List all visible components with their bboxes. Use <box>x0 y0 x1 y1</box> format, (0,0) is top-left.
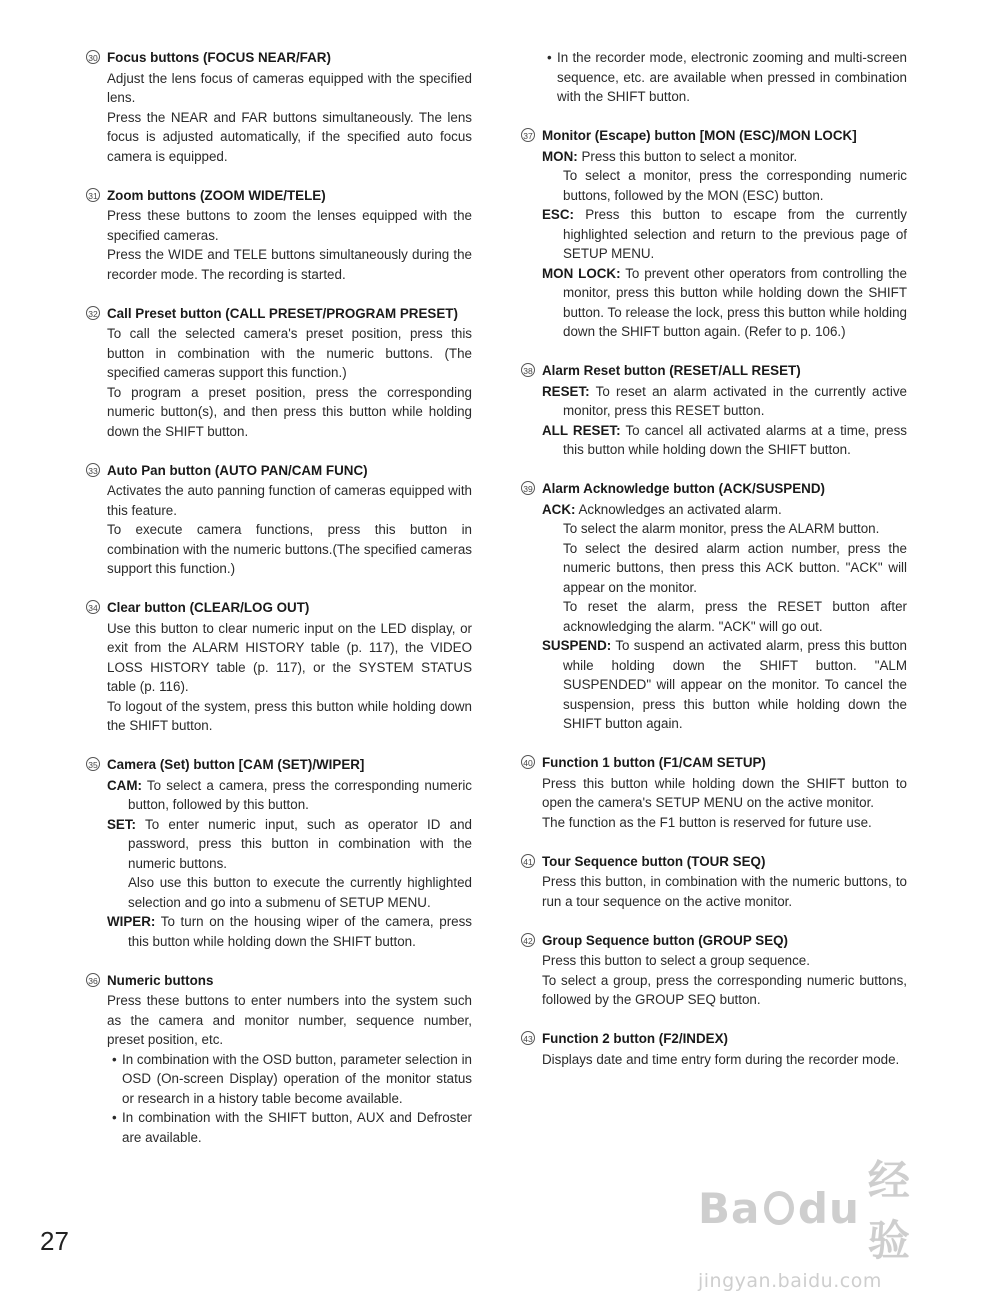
paragraph: To program a preset position, press the corresponding numeric button(s), and then press this button while holding down the SHIFT button. <box>107 384 472 439</box>
section-title: Alarm Acknowledge button (ACK/SUSPEND) <box>542 481 825 496</box>
paragraph: Adjust the lens focus of cameras equipped with the specified lens. <box>107 70 472 105</box>
section-title: Clear button (CLEAR/LOG OUT) <box>107 600 310 615</box>
item-number-30: 30 <box>86 48 107 69</box>
section-title: Call Preset button (CALL PRESET/PROGRAM PRESET) <box>107 305 458 321</box>
paragraph: Press these buttons to enter numbers into the system such as the camera and monitor number, sequence number, preset position, etc. <box>107 993 472 1047</box>
item-number-39: 39 <box>521 479 542 500</box>
definition-reset: RESET: To reset an alarm activated in the currently active monitor, press this RESET button. <box>542 383 907 418</box>
definition-ack-continued: To reset the alarm, press the RESET button after acknowledging the alarm. "ACK" will go out. <box>563 599 907 634</box>
section-32 <box>86 304 472 442</box>
section-34 <box>86 598 472 736</box>
definition-all-reset: ALL RESET: To cancel all activated alarms at a time, press this button while holding down the SHIFT button. <box>542 422 907 457</box>
paragraph: Press these buttons to zoom the lenses equipped with the specified cameras. <box>107 208 472 243</box>
paw-icon <box>764 1191 794 1225</box>
section-title: Camera (Set) button [CAM (SET)/WIPER] <box>107 757 365 772</box>
definition-ack-continued: To select the alarm monitor, press the ALARM button. <box>563 521 880 536</box>
paragraph: Press this button, in combination with the numeric buttons, to run a tour sequence on the active monitor. <box>542 874 907 909</box>
item-number-32: 32 <box>86 304 107 325</box>
bullet-item: In the recorder mode, electronic zooming and multi-screen sequence, etc. are available when pressed in combination with the SHIFT button. <box>557 50 907 104</box>
definition-suspend: SUSPEND: To suspend an activated alarm, press this button while holding down the SHIFT button. "ALM SUSPENDED" will appear on the monitor. To cancel the suspension, press this button while holding down the SHIFT button again. <box>542 638 907 731</box>
section-title: Focus buttons (FOCUS NEAR/FAR) <box>107 50 331 65</box>
page-number: 27 <box>40 1226 69 1256</box>
section-39 <box>521 479 907 734</box>
left-column <box>86 48 472 1167</box>
definition-mon: MON: Press this button to select a monitor. <box>542 148 798 164</box>
paragraph: To execute camera functions, press this button in combination with the numeric buttons.(The specified cameras support this function.) <box>107 522 472 576</box>
definition-set-continued: Also use this button to execute the currently highlighted selection and go into a submenu of SETUP MENU. <box>128 875 472 910</box>
item-number-36: 36 <box>86 971 107 992</box>
section-33 <box>86 461 472 579</box>
item-number-41: 41 <box>521 852 542 873</box>
paragraph: To select a group, press the corresponding numeric buttons, followed by the GROUP SEQ button. <box>542 972 907 1007</box>
section-title: Auto Pan button (AUTO PAN/CAM FUNC) <box>107 462 368 478</box>
definition-cam: CAM: To select a camera, press the corresponding numeric button, followed by this button. <box>107 777 472 812</box>
section-38 <box>521 361 907 460</box>
section-41 <box>521 852 907 912</box>
definition-ack: ACK: Acknowledges an activated alarm. <box>542 501 782 517</box>
bullet-item: • In combination with the SHIFT button, AUX and Defroster are available. <box>112 1110 472 1145</box>
baidu-watermark <box>698 1148 938 1292</box>
watermark-text: 经验 <box>867 1156 911 1265</box>
watermark-url: jingyan.baidu.com <box>698 1270 882 1292</box>
section-30 <box>86 48 472 166</box>
paragraph: Displays date and time entry form during the recorder mode. <box>542 1051 900 1067</box>
section-title: Zoom buttons (ZOOM WIDE/TELE) <box>107 187 326 203</box>
paragraph: To call the selected camera's preset position, press this button in combination with the numeric buttons. (The specified cameras support this function.) <box>107 326 472 380</box>
section-title: Tour Sequence button (TOUR SEQ) <box>542 853 766 869</box>
definition-mon-continued: To select a monitor, press the corresponding numeric buttons, followed by the MON (ESC) button. <box>563 168 907 203</box>
section-40 <box>521 753 907 832</box>
section-title: Function 1 button (F1/CAM SETUP) <box>542 755 766 770</box>
definition-esc: ESC: Press this button to escape from the currently highlighted selection and return to the previous page of SETUP MENU. <box>542 207 907 261</box>
paragraph: To logout of the system, press this button while holding down the SHIFT button. <box>107 698 472 733</box>
section-37 <box>521 126 907 342</box>
definition-mon-lock: MON LOCK: To prevent other operators from controlling the monitor, press this button while holding down the SHIFT button. To release the lock, press this button while holding down the SHIFT button again. (Refer to p. 106.) <box>542 265 907 339</box>
section-36 <box>86 971 472 1148</box>
section-35 <box>86 755 472 951</box>
definition-ack-continued: To select the desired alarm action number, press the numeric buttons, then press this ACK button. "ACK" will appear on the monitor. <box>563 540 907 595</box>
section-title: Numeric buttons <box>107 972 214 988</box>
item-number-43: 43 <box>521 1029 542 1050</box>
paragraph: Press this button to select a group sequence. <box>542 953 810 968</box>
paragraph: Press the NEAR and FAR buttons simultaneously. The lens focus is adjusted automatically, if the specified auto focus camera is equipped. <box>107 109 472 164</box>
section-42 <box>521 931 907 1010</box>
item-number-34: 34 <box>86 598 107 619</box>
section-43 <box>521 1029 907 1069</box>
definition-wiper: WIPER: To turn on the housing wiper of the camera, press this button while holding down the SHIFT button. <box>107 914 473 949</box>
continued-bullet: • In the recorder mode, electronic zooming and multi-screen sequence, etc. are available when pressed in combination with the SHIFT button. <box>521 48 907 107</box>
item-number-38: 38 <box>521 361 542 382</box>
right-column <box>521 48 907 1089</box>
item-number-33: 33 <box>86 461 107 482</box>
item-number-37: 37 <box>521 126 542 147</box>
paragraph: Activates the auto panning function of cameras equipped with this feature. <box>107 483 472 518</box>
item-number-42: 42 <box>521 931 542 952</box>
bullet-item: • In combination with the OSD button, parameter selection in OSD (On-screen Display) operation of the monitor status or research in a history table become available. <box>112 1051 472 1106</box>
item-number-31: 31 <box>86 186 107 207</box>
section-title: Monitor (Escape) button [MON (ESC)/MON LOCK] <box>542 128 857 143</box>
section-title: Alarm Reset button (RESET/ALL RESET) <box>542 363 801 378</box>
paragraph: Press the WIDE and TELE buttons simultaneously during the recorder mode. The recording is started. <box>107 247 472 282</box>
paragraph: The function as the F1 button is reserved for future use. <box>542 814 872 830</box>
section-title: Group Sequence button (GROUP SEQ) <box>542 932 789 948</box>
item-number-40: 40 <box>521 753 542 774</box>
watermark-text: Ba <box>698 1183 761 1233</box>
watermark-text: du <box>797 1183 860 1233</box>
paragraph: Use this button to clear numeric input on the LED display, or exit from the ALARM HISTORY table (p. 117), the VIDEO LOSS HISTORY table (p. 117), or the SYSTEM STATUS table (p. 116). <box>107 620 472 694</box>
item-number-35: 35 <box>86 755 107 776</box>
definition-set: SET: To enter numeric input, such as operator ID and password, press this button in combination with the numeric buttons. <box>107 816 472 871</box>
section-31 <box>86 186 472 285</box>
section-title: Function 2 button (F2/INDEX) <box>542 1031 728 1046</box>
paragraph: Press this button while holding down the SHIFT button to open the camera's SETUP MENU on the active monitor. <box>542 775 907 810</box>
